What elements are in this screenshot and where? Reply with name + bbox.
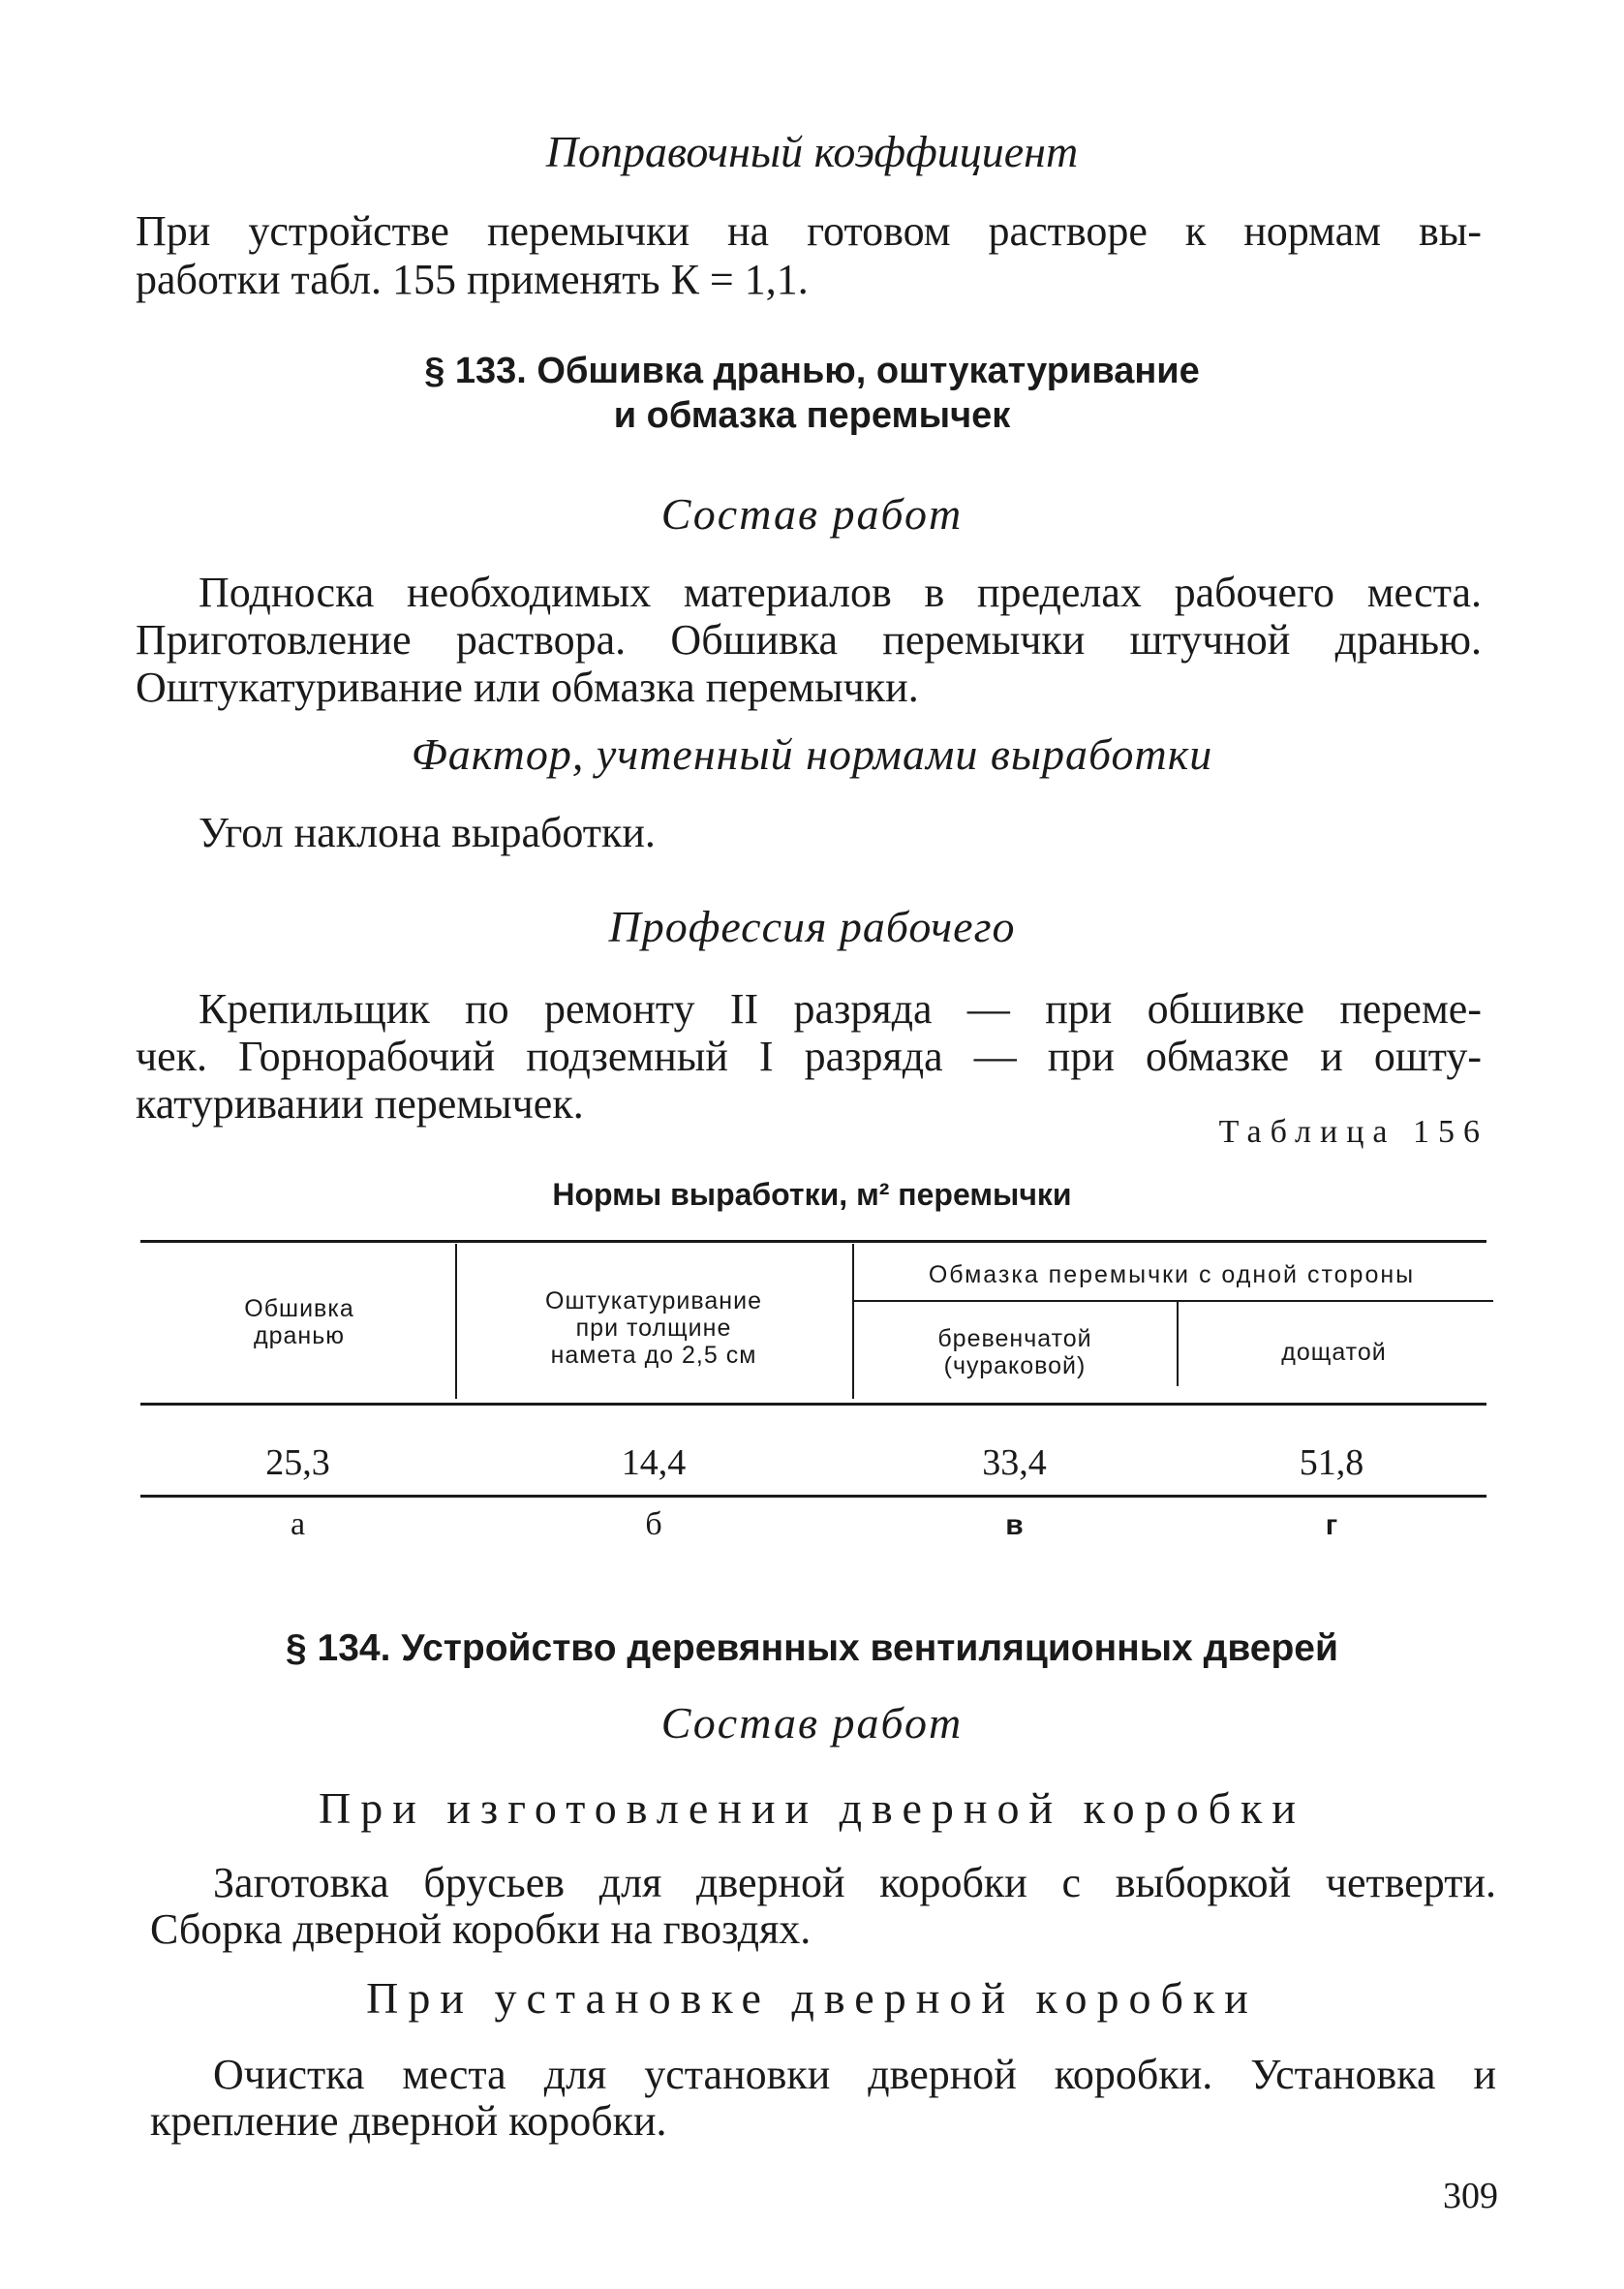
table-label: Таблица 156 (1218, 1114, 1488, 1150)
page-number: 309 (1443, 2176, 1498, 2216)
section-133-profession-line-2: чек. Горнорабочий подземный I разряда — при обмазке и ошту- (136, 1033, 1482, 1080)
section-134-title: § 134. Устройство деревянных вентиляционных дверей (286, 1627, 1338, 1669)
section-133-work-line-2: Приготовление раствора. Обшивка перемычки штучной дранью. (136, 616, 1482, 664)
value-cell-a: 25,3 (265, 1442, 330, 1483)
header-cell-plank: дощатой (1281, 1339, 1387, 1366)
correction-text-line-2: работки табл. 155 применять К = 1,1. (136, 256, 809, 303)
letter-cell-a: а (290, 1506, 306, 1542)
section-134-work-heading: Состав работ (660, 1698, 964, 1748)
header-cell-coating-group: Обмазка перемычки с одной стороны (928, 1261, 1416, 1288)
value-cell-d: 51,8 (1299, 1442, 1364, 1483)
section-134-sub1-line-1: Заготовка брусьев для дверной коробки с выборкой четверти. (213, 1859, 1496, 1906)
header-cell-lining: Обшивка дранью (244, 1295, 354, 1349)
section-133-work-line-3: Оштукатуривание или обмазка перемычки. (136, 664, 919, 711)
section-133-work-line-1: Подноска необходимых материалов в пределах рабочего места. (199, 569, 1482, 616)
section-134-sub2-line-1: Очистка места для установки дверной коробки. Установка и (213, 2051, 1496, 2098)
section-134-subheading-1: При изготовлении дверной коробки (319, 1783, 1305, 1833)
section-133-title-line-2: и обмазка перемычек (613, 395, 1011, 436)
section-133-profession-line-3: катуривании перемычек. (136, 1080, 584, 1128)
section-133-title-line-1: § 133. Обшивка дранью, оштукатуривание (424, 351, 1200, 391)
section-133-factor-text: Угол наклона выработки. (199, 809, 656, 856)
header-cell-plastering: Оштукатуривание при толщине намета до 2,5 см (545, 1287, 762, 1369)
value-cell-b: 14,4 (621, 1442, 687, 1483)
table-divider-1 (455, 1244, 457, 1399)
letter-cell-b: б (645, 1506, 662, 1542)
header-cell-log: бревенчатой (чураковой) (937, 1325, 1092, 1379)
table-bottom-rule (140, 1495, 1486, 1498)
correction-heading: Поправочный коэффициент (545, 127, 1079, 176)
letter-cell-c: в (1005, 1509, 1024, 1541)
correction-text-line-1: При устройстве перемычки на готовом растворе к нормам вы- (136, 207, 1482, 255)
table-group-rule (854, 1300, 1493, 1302)
section-133-profession-line-1: Крепильщик по ремонту II разряда — при обшивке переме- (199, 985, 1482, 1033)
section-133-work-heading: Состав работ (660, 489, 964, 539)
section-133-profession-heading: Профессия рабочего (608, 902, 1016, 951)
section-134-sub1-line-2: Сборка дверной коробки на гвоздях. (150, 1905, 812, 1953)
table-header-rule (140, 1403, 1486, 1406)
section-134-sub2-line-2: крепление дверной коробки. (150, 2097, 667, 2145)
section-133-factor-heading: Фактор, учтенный нормами выработки (411, 729, 1213, 779)
table-divider-2 (852, 1244, 854, 1399)
section-134-subheading-2: При установке дверной коробки (366, 1973, 1258, 2023)
table-divider-3 (1177, 1301, 1179, 1386)
letter-cell-d: г (1325, 1509, 1338, 1541)
table-title: Нормы выработки, м² перемычки (552, 1177, 1072, 1212)
value-cell-c: 33,4 (982, 1442, 1047, 1483)
table-top-rule (140, 1240, 1486, 1243)
